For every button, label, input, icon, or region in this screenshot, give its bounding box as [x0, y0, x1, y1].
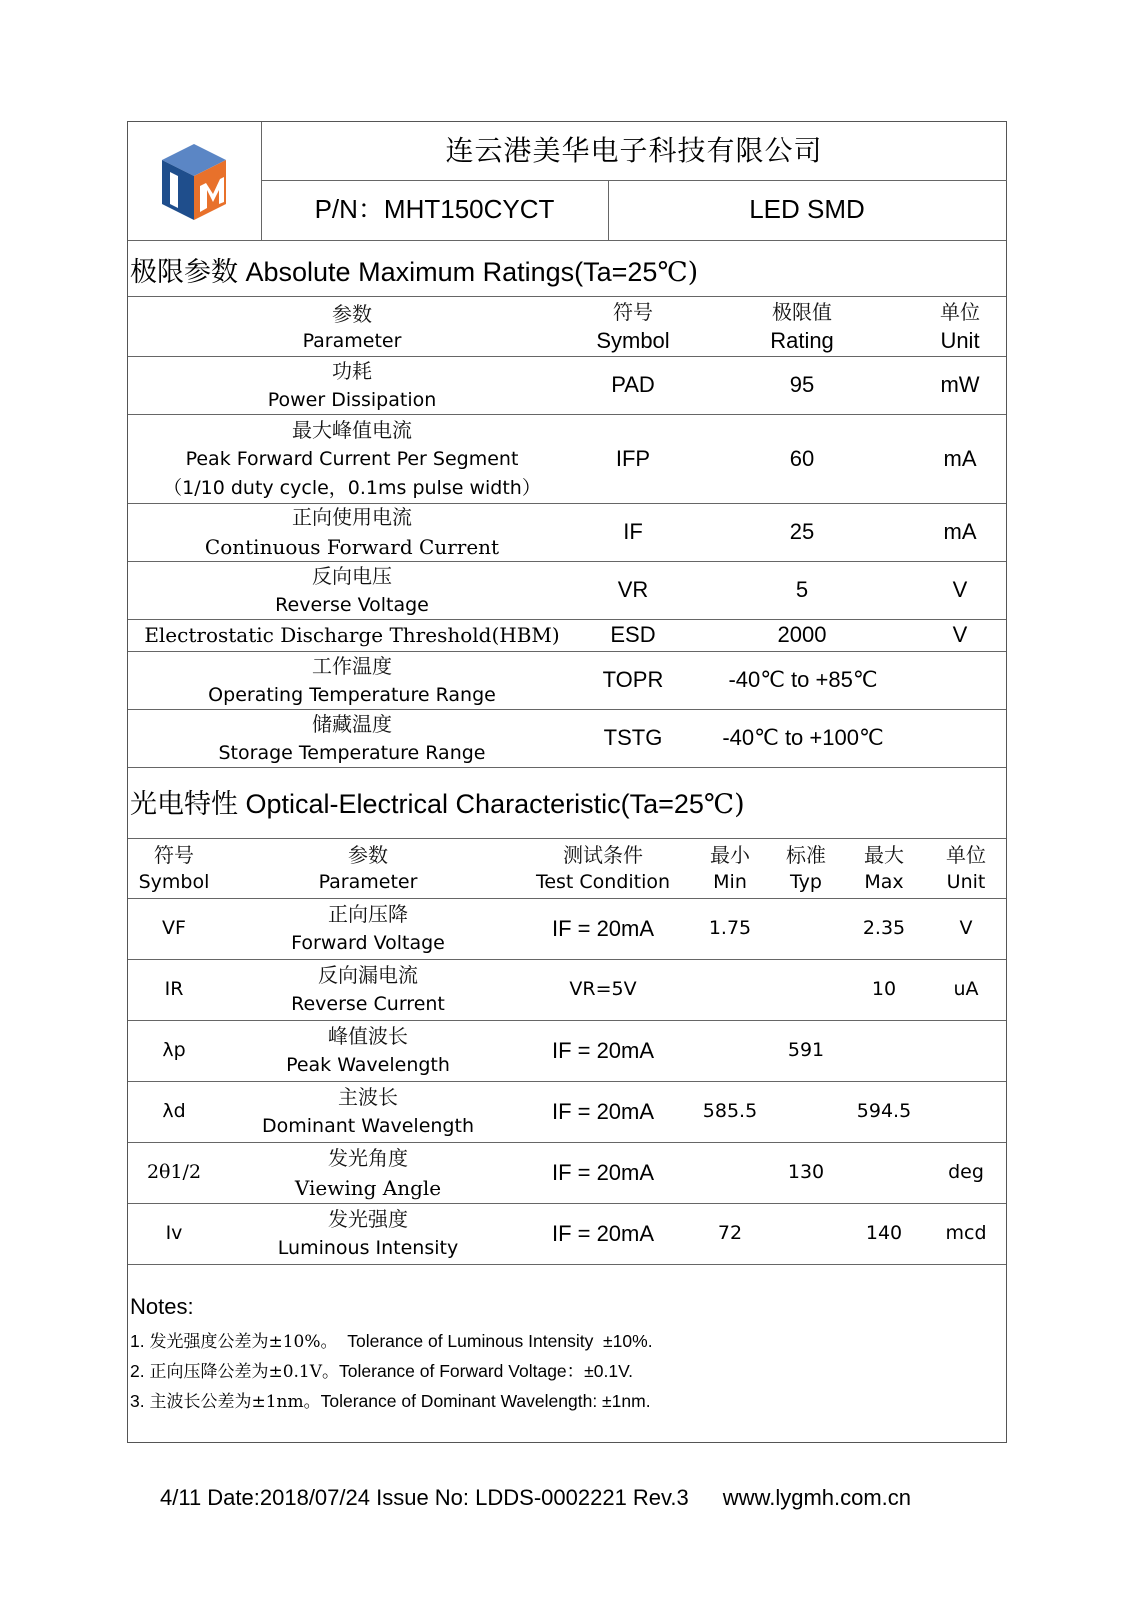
- symbol-cell: IFP: [615, 445, 651, 471]
- param-cn: 峰值波长: [328, 1024, 408, 1049]
- unit-cell: mW: [940, 372, 980, 398]
- test-condition-cell: IF = 20mA: [551, 1037, 655, 1063]
- col-header-typ: [770, 838, 842, 898]
- symbol-cell: 2θ1/2: [146, 1160, 202, 1183]
- optical-electrical-title: 光电特性 Optical-Electrical Characteristic(Ta=25℃): [130, 789, 745, 820]
- param-cn: 反向电压: [312, 563, 392, 588]
- param-cn: 工作温度: [312, 653, 392, 678]
- param-cn: 储藏温度: [312, 711, 392, 736]
- notes: [130, 1294, 653, 1416]
- part-number: [261, 180, 608, 240]
- header-cn: 参数: [332, 301, 372, 326]
- unit-cell: mcd: [945, 1221, 987, 1244]
- header-en: Symbol: [596, 327, 670, 353]
- typ-cell: [770, 1203, 842, 1264]
- param-cell: [220, 1081, 516, 1142]
- min-cell: [690, 1020, 770, 1081]
- col-header-max: [842, 838, 926, 898]
- rating-cell: -40℃ to +85℃: [728, 667, 878, 693]
- param-en-note: （1/10 duty cycle，0.1ms pulse width）: [163, 476, 541, 499]
- header-cn: 符号: [154, 842, 194, 867]
- param-cell: [220, 959, 516, 1020]
- max-cell: [842, 1142, 926, 1203]
- param-cell: [128, 561, 576, 619]
- header-en: Symbol: [138, 870, 210, 893]
- typ-cell: 130: [787, 1160, 825, 1183]
- param-en: Dominant Wavelength: [262, 1115, 474, 1138]
- param-cn: 主波长: [338, 1085, 398, 1110]
- param-cn: 正向压降: [328, 902, 408, 927]
- param-cn: 发光强度: [328, 1207, 408, 1232]
- param-cn: 反向漏电流: [318, 963, 418, 988]
- table-rule: [128, 1264, 1006, 1265]
- footer-issue-info: 4/11 Date:2018/07/24 Issue No: LDDS-0002221 Rev.3: [160, 1485, 689, 1510]
- min-cell: 585.5: [702, 1099, 758, 1122]
- unit-cell: uA: [953, 977, 979, 1000]
- param-cell: [220, 1142, 516, 1203]
- min-cell: [690, 959, 770, 1020]
- param-en: Power Dissipation: [267, 388, 437, 411]
- param-en: Electrostatic Discharge Threshold(HBM): [144, 623, 560, 647]
- header-cn: 单位: [946, 842, 986, 867]
- symbol-cell: Iv: [165, 1221, 183, 1244]
- symbol-cell: ESD: [610, 622, 656, 648]
- header-cn: 符号: [613, 299, 653, 324]
- max-cell: 2.35: [862, 916, 906, 939]
- param-en: Reverse Current: [291, 993, 445, 1016]
- param-cn: 功耗: [332, 358, 372, 383]
- param-en: Reverse Voltage: [275, 593, 429, 616]
- rating-cell: -40℃ to +100℃: [722, 725, 884, 751]
- header-cn: 极限值: [772, 299, 832, 324]
- header-en: Test Condition: [535, 870, 671, 893]
- unit-cell: [926, 1020, 1006, 1081]
- header-cn: 最大: [864, 842, 904, 867]
- note-item: 3. 主波长公差为±1nm。Tolerance of Dominant Wavelength: ±1nm.: [130, 1391, 651, 1412]
- param-cell: [128, 651, 576, 709]
- symbol-cell: λd: [162, 1099, 186, 1122]
- notes-title: Notes:: [130, 1294, 194, 1319]
- param-cell: [128, 709, 576, 767]
- package-type: LED SMD: [749, 194, 865, 225]
- typ-cell: [770, 1081, 842, 1142]
- symbol-cell: IF: [623, 519, 643, 545]
- param-en: Peak Forward Current Per Segment: [185, 448, 519, 470]
- header-en: Parameter: [318, 870, 418, 893]
- rating-cell: 25: [789, 519, 815, 545]
- col-header-test-condition: [516, 838, 690, 898]
- param-en: Storage Temperature Range: [218, 741, 486, 764]
- max-cell: 10: [871, 977, 897, 1000]
- symbol-cell: IR: [164, 977, 184, 1000]
- param-cn: 发光角度: [328, 1145, 408, 1170]
- param-en: Luminous Intensity: [277, 1237, 459, 1260]
- page-footer: [160, 1485, 911, 1511]
- header-cn: 最小: [710, 842, 750, 867]
- datasheet-page: [127, 121, 1007, 1443]
- param-en: Forward Voltage: [291, 932, 445, 955]
- header-cn: 测试条件: [563, 842, 643, 867]
- symbol-cell: λp: [162, 1038, 186, 1061]
- header-en: Unit: [946, 870, 986, 893]
- param-cell: [128, 414, 576, 503]
- min-cell: 72: [717, 1221, 743, 1244]
- param-cell: [220, 1203, 516, 1264]
- unit-cell: deg: [948, 1160, 984, 1183]
- param-cell: [128, 619, 576, 651]
- header-en: Parameter: [302, 329, 402, 352]
- header-cn: 标准: [786, 842, 826, 867]
- param-cell: [128, 503, 576, 561]
- unit-cell: V: [952, 622, 968, 648]
- max-cell: 140: [865, 1221, 903, 1244]
- min-cell: 1.75: [708, 916, 752, 939]
- header-en: Min: [713, 870, 747, 893]
- rating-cell: 2000: [777, 622, 827, 648]
- unit-cell: V: [959, 916, 973, 939]
- param-en: Peak Wavelength: [286, 1054, 450, 1077]
- param-cell: [220, 898, 516, 959]
- max-cell: 594.5: [856, 1099, 912, 1122]
- col-header-min: [690, 838, 770, 898]
- test-condition-cell: IF = 20mA: [551, 915, 655, 941]
- header-en: Unit: [940, 327, 980, 353]
- typ-cell: 591: [787, 1038, 825, 1061]
- col-header-rating: [690, 298, 914, 356]
- symbol-cell: TOPR: [602, 667, 664, 693]
- typ-cell: [770, 959, 842, 1020]
- symbol-cell: TSTG: [603, 725, 663, 751]
- note-item: 1. 发光强度公差为±10%。 Tolerance of Luminous Intensity ±10%.: [130, 1331, 653, 1352]
- header-bottom-rule: [128, 240, 1006, 241]
- header-en: Max: [864, 870, 904, 893]
- param-en: Operating Temperature Range: [208, 683, 496, 706]
- table-rule: [128, 296, 1006, 297]
- min-cell: [690, 1142, 770, 1203]
- col-header-parameter: [128, 298, 576, 356]
- unit-cell: V: [952, 577, 968, 603]
- unit-cell: mA: [943, 445, 977, 471]
- col-header-symbol: [128, 838, 220, 898]
- footer-website-link[interactable]: www.lygmh.com.cn: [722, 1485, 912, 1510]
- part-number-label: P/N：: [314, 194, 384, 225]
- typ-cell: [770, 898, 842, 959]
- max-cell: [842, 1020, 926, 1081]
- col-header-unit: [914, 298, 1006, 356]
- rating-cell: 5: [795, 577, 809, 603]
- header-cn: 参数: [348, 842, 388, 867]
- symbol-cell: VR: [617, 577, 649, 603]
- param-cn: 最大峰值电流: [292, 418, 412, 442]
- header-en: Typ: [790, 870, 822, 893]
- test-condition-cell: IF = 20mA: [551, 1159, 655, 1185]
- test-condition-cell: VR=5V: [569, 977, 637, 1000]
- col-header-symbol: [576, 298, 690, 356]
- test-condition-cell: IF = 20mA: [551, 1098, 655, 1124]
- rating-cell: 60: [789, 445, 815, 471]
- param-cell: [128, 356, 576, 414]
- symbol-cell: VF: [162, 916, 186, 939]
- abs-max-title: 极限参数 Absolute Maximum Ratings(Ta=25℃): [130, 257, 699, 288]
- param-cell: [220, 1020, 516, 1081]
- table-rule: [128, 767, 1006, 768]
- part-number-value: MHT150CYCT: [383, 194, 555, 225]
- rating-cell: 95: [789, 372, 815, 398]
- param-en: Continuous Forward Current: [204, 535, 500, 559]
- col-header-unit: [926, 838, 1006, 898]
- company-logo-icon: [158, 142, 230, 222]
- header-cn: 单位: [940, 299, 980, 324]
- col-header-parameter: [220, 838, 516, 898]
- unit-cell: [926, 1081, 1006, 1142]
- company-name: 连云港美华电子科技有限公司: [445, 133, 823, 167]
- param-cn: 正向使用电流: [292, 505, 412, 529]
- test-condition-cell: IF = 20mA: [551, 1220, 655, 1246]
- symbol-cell: PAD: [611, 372, 655, 398]
- unit-cell: mA: [943, 519, 977, 545]
- param-en: Viewing Angle: [294, 1175, 442, 1200]
- header-en: Rating: [770, 327, 834, 353]
- note-item: 2. 正向压降公差为±0.1V。Tolerance of Forward Voltage：±0.1V.: [130, 1361, 634, 1382]
